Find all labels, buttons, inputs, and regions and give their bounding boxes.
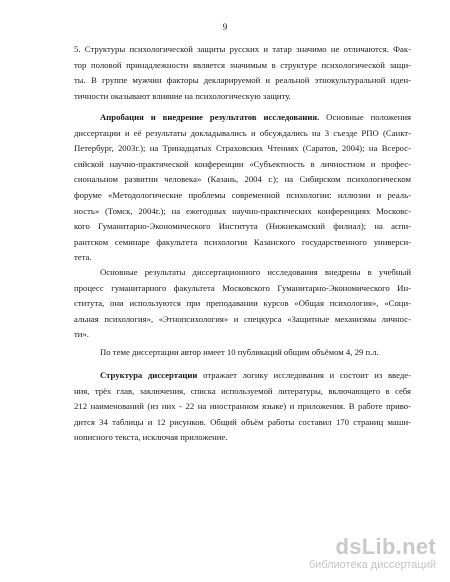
- text-line: нописного текста, исключая приложение.: [74, 432, 228, 443]
- watermark: [309, 535, 436, 572]
- text-line: рантском семинаре факультета психологии Казанского государственного универси-: [74, 236, 411, 247]
- text-line: тичности оказывают влияние на психологическую защиту.: [74, 90, 291, 101]
- text-line: [74, 110, 411, 126]
- text-line: диссертации и её результаты докладывались и обсуждались на 3 съезде РПО (Санкт-: [74, 127, 411, 138]
- text-line: ститута, они используются при преподавании курсов «Общая психология», «Соци-: [74, 298, 411, 309]
- text-line: форуме «Методологические проблемы современной психологии: иллюзии и реаль-: [74, 189, 411, 200]
- paragraph-structure: [74, 368, 411, 446]
- watermark-subtitle: библиотека диссертаций: [308, 559, 436, 571]
- text-line: Петербург, 2003г.); на Тринадцатых Страховских Чтениях (Саратов, 2004); на Всерос-: [74, 143, 411, 154]
- paragraph-publications: [74, 345, 411, 361]
- text-line: По теме диссертации автор имеет 10 публикаций общим объёмом 4, 29 п.л.: [100, 347, 379, 357]
- heading-structure: Структура диссертации: [100, 370, 198, 380]
- text-line: 212 наименований (из них - 22 на иностранном языке) и приложения. В работе приво-: [74, 401, 411, 412]
- text-line: сиональном развитии человека» (Казань, 2004 г.); на Сибирском психологическом: [74, 174, 411, 185]
- text-segment: Основные положения: [319, 112, 411, 122]
- paragraph-conclusion-5: [74, 42, 411, 104]
- text-segment: отражает логику исследования и состоит из введе-: [197, 370, 411, 380]
- text-line: процесс гуманитарного факультета Московского Гуманитарно-Экономического Ин-: [74, 282, 411, 293]
- text-line: Основные результаты диссертационного исследования внедрены в учебный: [100, 267, 411, 277]
- text-line: альная психология», «Этнопсихология» и спецкурса «Защитные механизмы личнос-: [74, 313, 411, 324]
- text-line: [74, 368, 411, 384]
- text-line: дится 34 таблицы и 12 рисунков. Общий объём работы составил 170 страниц маши-: [74, 416, 411, 427]
- text-line: тор половой принадлежности является значимым в структуре психологической защи-: [74, 59, 411, 70]
- paragraph-approbation: [74, 110, 411, 266]
- page-number: 9: [222, 22, 228, 32]
- text-line: 5. Структуры психологической защиты русских и татар значимо не отличаются. Фак-: [74, 44, 411, 54]
- text-line: ния, трёх глав, заключения, списка используемой литературы, включающего в себя: [74, 385, 411, 396]
- text-line: ность» (Томск, 2004г.); на ежегодных научно-практических конференциях Московс-: [74, 205, 411, 216]
- text-line: кого Гуманитарно-Экономического Института (Нижнекамский филиал); на аспи-: [74, 221, 411, 232]
- paragraph-implementation: [74, 265, 411, 343]
- text-line: тета.: [74, 252, 92, 263]
- text-line: ты. В группе мужчин факторы декларируемой и реальной этнокультуральной иден-: [74, 75, 411, 86]
- text-line: ти».: [74, 329, 89, 340]
- watermark-brand: dsLib.net: [335, 534, 436, 559]
- text-line: сийской научно-практической конференции «Субъектность в личностном и профес-: [74, 158, 411, 169]
- heading-approbation: Апробация и внедрение результатов исследования.: [100, 112, 320, 122]
